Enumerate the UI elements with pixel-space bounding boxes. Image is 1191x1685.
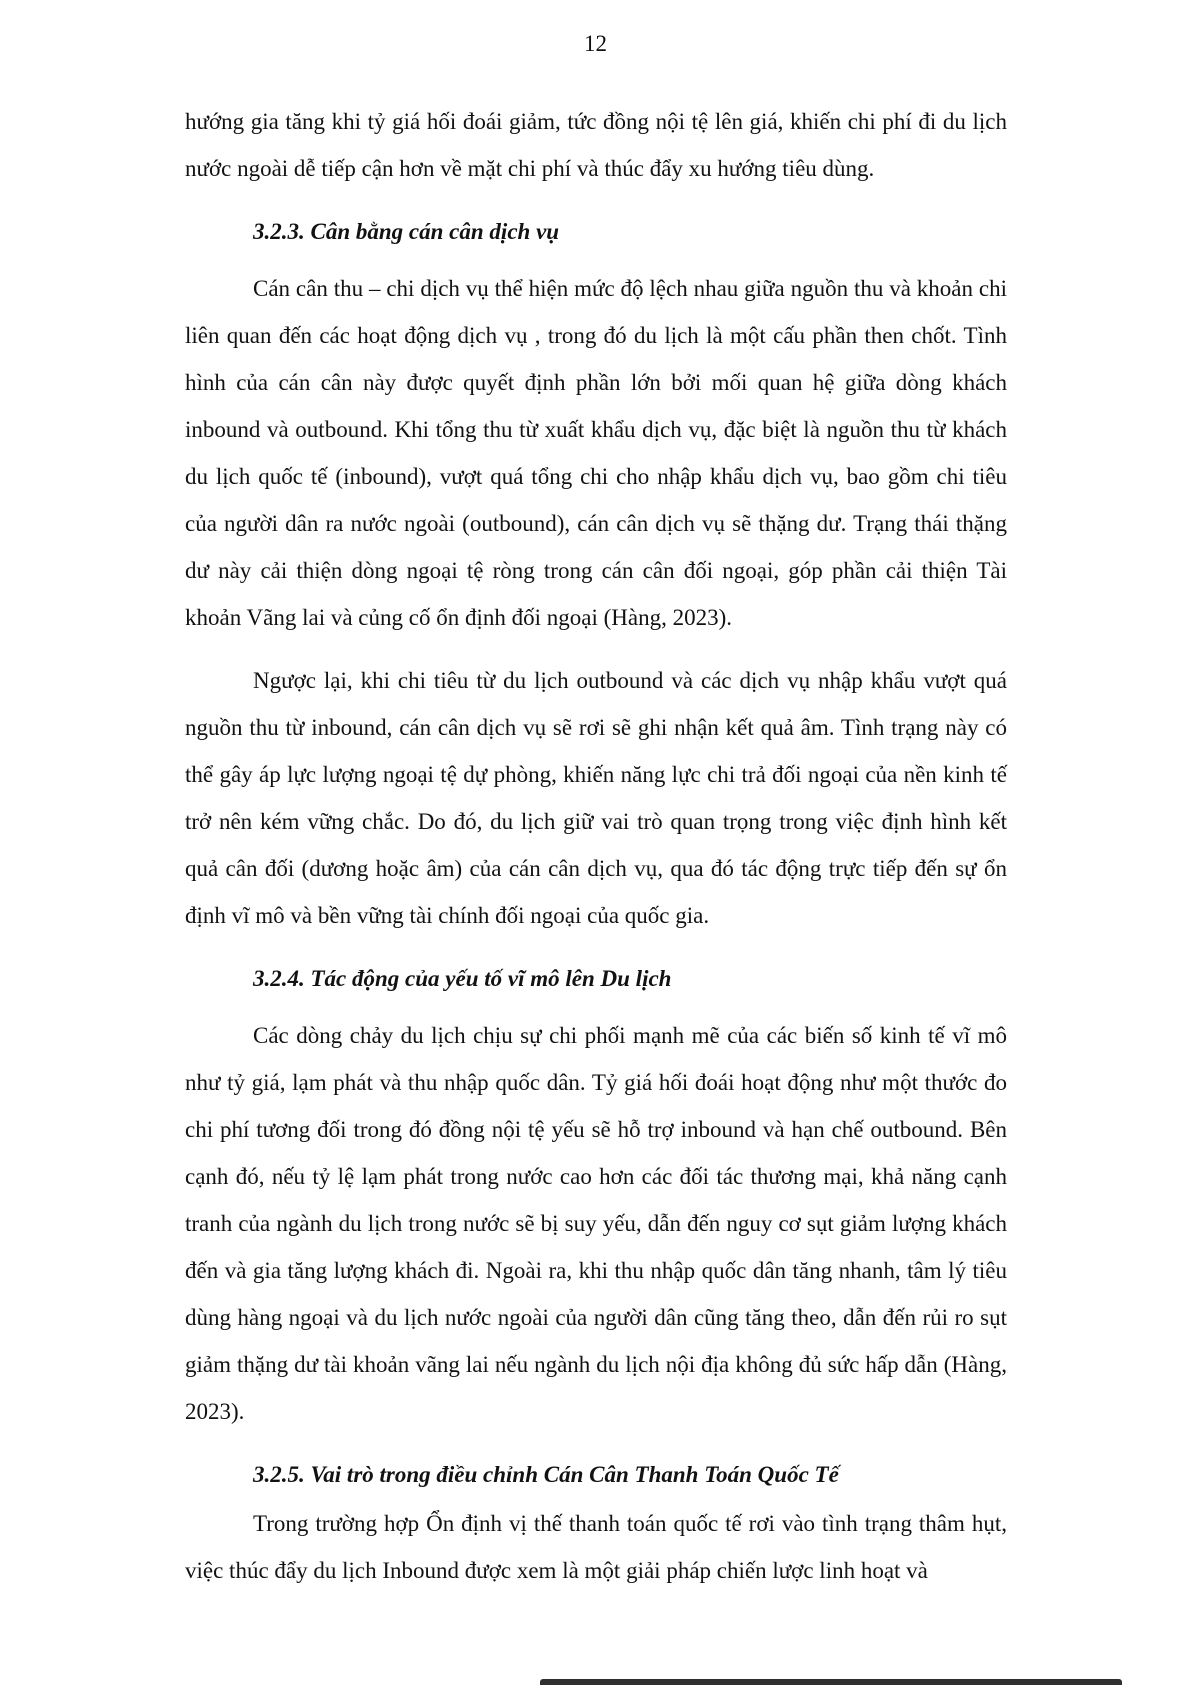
horizontal-scrollbar-thumb[interactable] xyxy=(540,1679,1122,1685)
paragraph-service-balance-1: Cán cân thu – chi dịch vụ thể hiện mức độ lệch nhau giữa nguồn thu và khoản chi liên quan đến các hoạt động dịch vụ , trong đó du lịch là một cấu phần then chốt. Tình hình của cán cân này được quyết định phần lớn bởi mối quan hệ giữa dòng khách inbound và outbound. Khi tổng thu từ xuất khẩu dịch vụ, đặc biệt là nguồn thu từ khách du lịch quốc tế (inbound), vượt quá tổng chi cho nhập khẩu dịch vụ, bao gồm chi tiêu của người dân ra nước ngoài (outbound), cán cân dịch vụ sẽ thặng dư. Trạng thái thặng dư này cải thiện dòng ngoại tệ ròng trong cán cân đối ngoại, góp phần cải thiện Tài khoản Vãng lai và củng cố ổn định đối ngoại (Hàng, 2023). xyxy=(185,276,1007,630)
heading-3-2-3: 3.2.3. Cân bằng cán cân dịch vụ xyxy=(253,219,560,244)
paragraph-macro-factors: Các dòng chảy du lịch chịu sự chi phối mạnh mẽ của các biến số kinh tế vĩ mô như tỷ giá, lạm phát và thu nhập quốc dân. Tỷ giá hối đoái hoạt động như một thước đo chi phí tương đối trong đó đồng nội tệ yếu sẽ hỗ trợ inbound và hạn chế outbound. Bên cạnh đó, nếu tỷ lệ lạm phát trong nước cao hơn các đối tác thương mại, khả năng cạnh tranh của ngành du lịch trong nước sẽ bị suy yếu, dẫn đến nguy cơ sụt giảm lượng khách đến và gia tăng lượng khách đi. Ngoài ra, khi thu nhập quốc dân tăng nhanh, tâm lý tiêu dùng hàng ngoại và du lịch nước ngoài của người dân cũng tăng theo, dẫn đến rủi ro sụt giảm thặng dư tài khoản vãng lai nếu ngành du lịch nội địa không đủ sức hấp dẫn (Hàng, 2023). xyxy=(185,1023,1007,1424)
page-number: 12 xyxy=(584,31,607,56)
heading-3-2-4: 3.2.4. Tác động của yếu tố vĩ mô lên Du lịch xyxy=(253,966,672,991)
paragraph-continuation: hướng gia tăng khi tỷ giá hối đoái giảm, tức đồng nội tệ lên giá, khiến chi phí đi du lịch nước ngoài dễ tiếp cận hơn về mặt chi phí và thúc đẩy xu hướng tiêu dùng. xyxy=(185,109,1007,181)
heading-3-2-5: 3.2.5. Vai trò trong điều chỉnh Cán Cân Thanh Toán Quốc Tế xyxy=(253,1462,839,1487)
paragraph-bop-adjustment: Trong trường hợp Ổn định vị thế thanh toán quốc tế rơi vào tình trạng thâm hụt, việc thúc đẩy du lịch Inbound được xem là một giải pháp chiến lược linh hoạt và xyxy=(185,1511,1007,1583)
paragraph-service-balance-2: Ngược lại, khi chi tiêu từ du lịch outbound và các dịch vụ nhập khẩu vượt quá nguồn thu từ inbound, cán cân dịch vụ sẽ rơi sẽ ghi nhận kết quả âm. Tình trạng này có thể gây áp lực lượng ngoại tệ dự phòng, khiến năng lực chi trả đối ngoại của nền kinh tế trở nên kém vững chắc. Do đó, du lịch giữ vai trò quan trọng trong việc định hình kết quả cân đối (dương hoặc âm) của cán cân dịch vụ, qua đó tác động trực tiếp đến sự ổn định vĩ mô và bền vững tài chính đối ngoại của quốc gia. xyxy=(185,668,1007,928)
document-content xyxy=(185,98,1007,1610)
